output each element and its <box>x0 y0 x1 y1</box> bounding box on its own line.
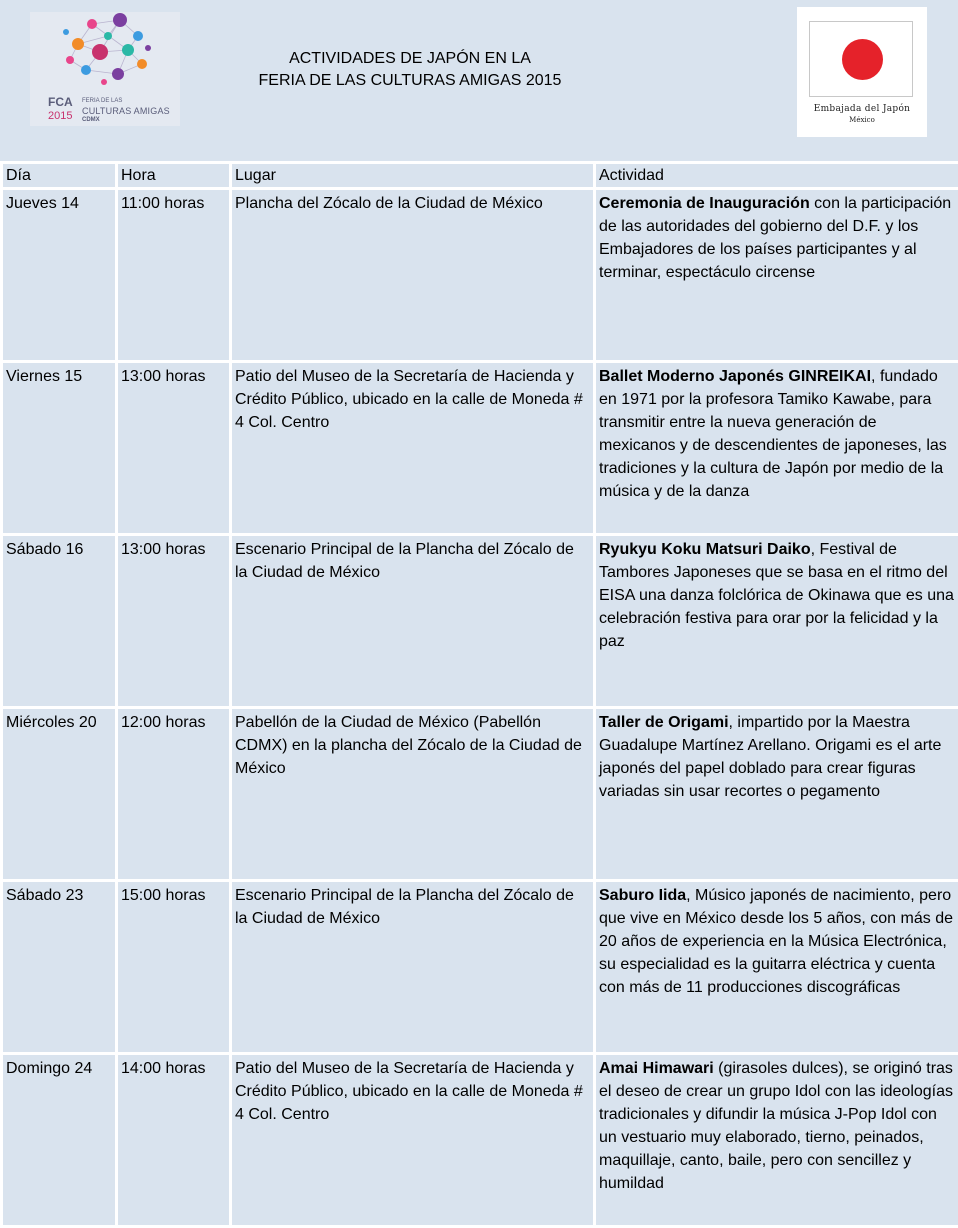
title-line-1: ACTIVIDADES DE JAPÓN EN LA <box>210 48 610 70</box>
cell-dia: Miércoles 20 <box>2 708 117 881</box>
schedule-table <box>0 161 958 1228</box>
activity-name: Ceremonia de Inauguración <box>599 195 810 212</box>
cell-hora: 15:00 horas <box>117 881 231 1054</box>
cell-hora: 13:00 horas <box>117 362 231 535</box>
cell-lugar: Patio del Museo de la Secretaría de Hacienda y Crédito Público, ubicado en la calle de Moneda # 4 Col. Centro <box>231 1054 595 1227</box>
japan-flag-icon <box>809 21 913 97</box>
cell-lugar: Escenario Principal de la Plancha del Zócalo de la Ciudad de México <box>231 535 595 708</box>
cell-dia: Sábado 16 <box>2 535 117 708</box>
embassy-city: México <box>797 116 927 125</box>
cell-dia: Sábado 23 <box>2 881 117 1054</box>
activity-description: , Festival de Tambores Japoneses que se basa en el ritmo del EISA una danza folclórica de Okinawa que es una celebración festiva para orar por la felicidad y la paz <box>599 541 954 650</box>
activity-name: Amai Himawari <box>599 1060 714 1077</box>
activity-name: Saburo Iida <box>599 887 686 904</box>
fca-acronym: FCA <box>48 96 73 108</box>
fca-line2: CULTURAS AMIGAS <box>82 106 170 116</box>
activity-description: con la participación de las autoridades del gobierno del D.F. y los Embajadores de los países participantes y al terminar, espectáculo circense <box>599 195 951 281</box>
activity-description: , Músico japonés de nacimiento, pero que vive en México desde los 5 años, con más de 20 años de experiencia en la Música Electrónica, su especialidad es la guitarra eléctrica y cuenta con más de 11 producciones discográficas <box>599 887 953 996</box>
cell-hora: 12:00 horas <box>117 708 231 881</box>
activity-name: Taller de Origami <box>599 714 729 731</box>
table-row <box>2 189 958 362</box>
table-row <box>2 708 958 881</box>
activity-name: Ryukyu Koku Matsuri Daiko <box>599 541 811 558</box>
cell-actividad <box>595 1054 958 1227</box>
cell-lugar: Patio del Museo de la Secretaría de Hacienda y Crédito Público, ubicado en la calle de Moneda # 4 Col. Centro <box>231 362 595 535</box>
cell-hora: 11:00 horas <box>117 189 231 362</box>
cell-actividad <box>595 535 958 708</box>
network-graphic-icon <box>30 12 180 94</box>
header-band <box>0 0 958 161</box>
cell-actividad <box>595 189 958 362</box>
cell-hora: 14:00 horas <box>117 1054 231 1227</box>
table-row <box>2 362 958 535</box>
cell-dia: Domingo 24 <box>2 1054 117 1227</box>
cell-dia: Jueves 14 <box>2 189 117 362</box>
table-row <box>2 1054 958 1227</box>
table-row <box>2 535 958 708</box>
column-header-actividad: Actividad <box>595 163 958 189</box>
cell-dia: Viernes 15 <box>2 362 117 535</box>
flag-sun <box>842 39 883 80</box>
activity-description: (girasoles dulces), se originó tras el deseo de crear un grupo Idol con las ideologías tradicionales y difundir la música J-Pop Idol con un vestuario muy elaborado, tierno, peinados, maquillaje, canto, baile, pero con sencillez y humildad <box>599 1060 953 1192</box>
activity-description: , fundado en 1971 por la profesora Tamiko Kawabe, para transmitir entre la nueva generación de mexicanos y de descendientes de japoneses, las tradiciones y la cultura de Japón por medio de la música y de la danza <box>599 368 947 500</box>
embassy-logo <box>797 7 927 137</box>
cell-actividad <box>595 708 958 881</box>
cell-lugar: Plancha del Zócalo de la Ciudad de México <box>231 189 595 362</box>
column-header-dia: Día <box>2 163 117 189</box>
activity-name: Ballet Moderno Japonés GINREIKAI <box>599 368 871 385</box>
cell-hora: 13:00 horas <box>117 535 231 708</box>
cell-lugar: Escenario Principal de la Plancha del Zócalo de la Ciudad de México <box>231 881 595 1054</box>
cell-actividad <box>595 881 958 1054</box>
embassy-name: Embajada del Japón <box>797 104 927 115</box>
fca-logo <box>30 12 180 126</box>
column-header-hora: Hora <box>117 163 231 189</box>
table-row <box>2 881 958 1054</box>
fca-line1: FERIA DE LAS <box>82 98 122 105</box>
activity-description: , impartido por la Maestra Guadalupe Martínez Arellano. Origami es el arte japonés del papel doblado para crear figuras variadas sin usar recortes o pegamento <box>599 714 941 800</box>
fca-year: 2015 <box>48 110 72 122</box>
title-line-2: FERIA DE LAS CULTURAS AMIGAS 2015 <box>210 70 610 92</box>
table-header-row <box>2 163 958 189</box>
column-header-lugar: Lugar <box>231 163 595 189</box>
cell-lugar: Pabellón de la Ciudad de México (Pabellón CDMX) en la plancha del Zócalo de la Ciudad de México <box>231 708 595 881</box>
page-title <box>210 48 610 92</box>
fca-line3: CDMX <box>82 117 100 124</box>
cell-actividad <box>595 362 958 535</box>
